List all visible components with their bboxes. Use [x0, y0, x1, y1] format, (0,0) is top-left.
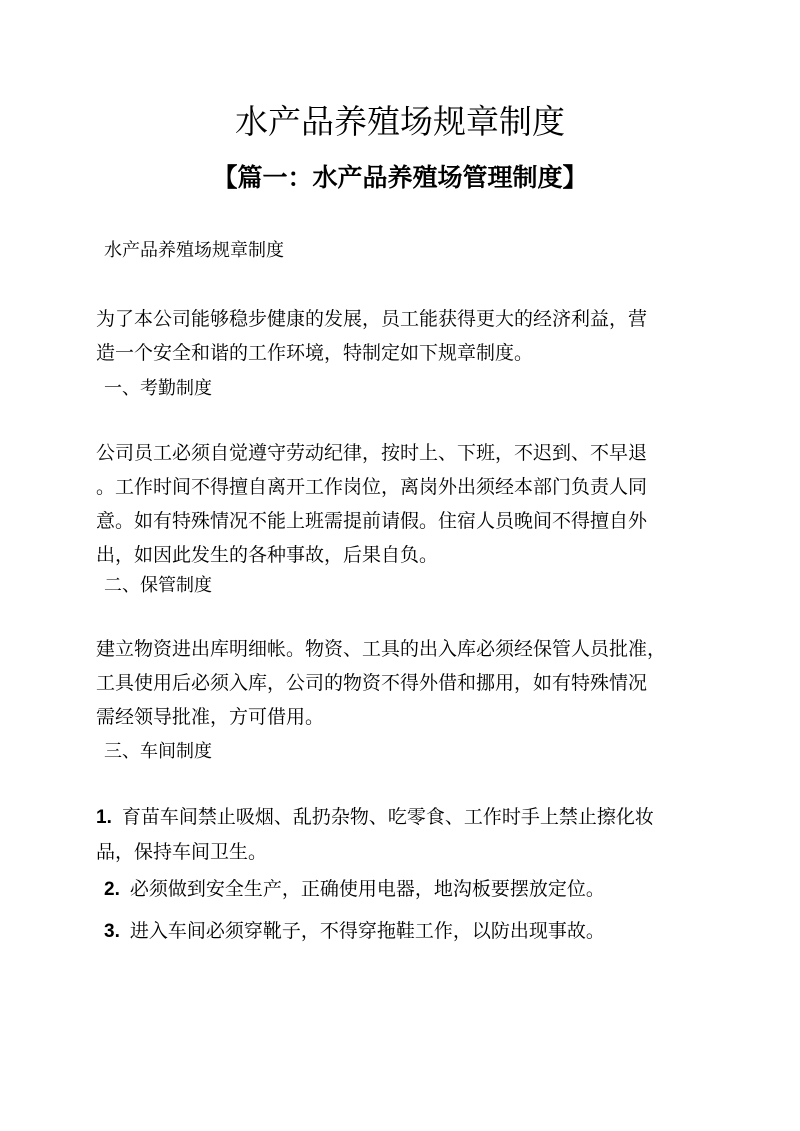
workshop-item-line	[104, 872, 710, 907]
workshop-item-line	[104, 914, 710, 949]
intro-line: 造一个安全和谐的工作环境，特制定如下规章制度。	[96, 342, 534, 364]
intro-line: 为了本公司能够稳步健康的发展，员工能获得更大的经济利益，营	[96, 308, 648, 330]
intro-paragraph	[96, 302, 702, 370]
attendance-line: 出，如因此发生的各种事故，后果自负。	[96, 544, 439, 566]
item-number: 2.	[104, 879, 120, 900]
custody-line: 需经领导批准，方可借用。	[96, 706, 325, 728]
workshop-item-1	[96, 800, 702, 869]
attendance-line: 公司员工必须自觉遵守劳动纪律，按时上、下班，不迟到、不早退	[96, 442, 648, 464]
item-text: 进入车间必须穿靴子，不得穿拖鞋工作，以防出现事故。	[129, 920, 605, 942]
workshop-item-line: 品，保持车间卫生。	[96, 841, 268, 863]
item-number: 3.	[104, 921, 120, 942]
item-text: 育苗车间禁止吸烟、乱扔杂物、吃零食、工作时手上禁止擦化妆	[121, 806, 654, 828]
section-title: 水产品养殖场规章制度	[104, 240, 284, 261]
workshop-item-line	[96, 800, 702, 835]
custody-line: 工具使用后必须入库，公司的物资不得外借和挪用，如有特殊情况	[96, 672, 648, 694]
heading-custody: 二、保管制度	[104, 575, 212, 596]
custody-line: 建立物资进出库明细帐。物资、工具的出入库必须经保管人员批准，	[96, 638, 667, 660]
heading-workshop: 三、车间制度	[104, 741, 212, 762]
custody-paragraph	[96, 632, 702, 734]
workshop-item-2	[104, 872, 710, 907]
attendance-line: 。工作时间不得擅自离开工作岗位，离岗外出须经本部门负责人同	[96, 476, 648, 498]
attendance-paragraph	[96, 436, 702, 572]
document-subtitle: 【篇一：水产品养殖场管理制度】	[212, 163, 588, 192]
attendance-line: 意。如有特殊情况不能上班需提前请假。住宿人员晚间不得擅自外	[96, 510, 648, 532]
item-text: 必须做到安全生产，正确使用电器，地沟板要摆放定位。	[129, 878, 605, 900]
document-title: 水产品养殖场规章制度	[235, 102, 565, 141]
item-number: 1.	[96, 807, 112, 828]
workshop-item-3	[104, 914, 710, 949]
heading-attendance: 一、考勤制度	[104, 378, 212, 399]
